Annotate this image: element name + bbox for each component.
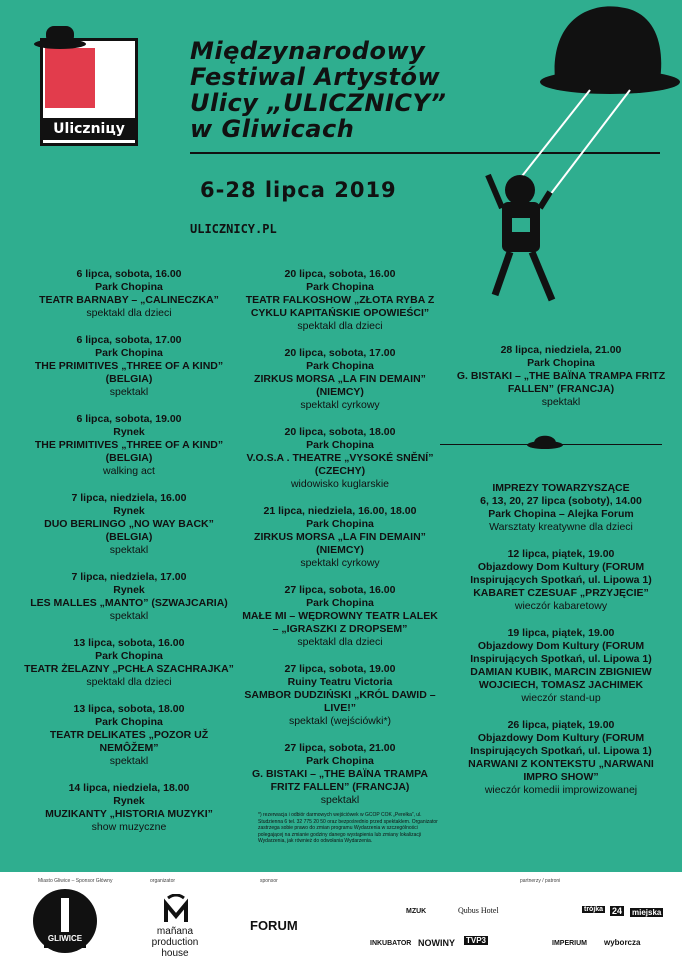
event-place: Rynek [113, 426, 145, 438]
event-title: TEATR ŻELAZNY „PCHŁA SZACHRAJKA” [24, 663, 234, 675]
event-title: SAMBOR DUDZIŃSKI „KRÓL DAWID – LIVE!” [244, 689, 436, 714]
event-title: V.O.S.A . THEATRE „VYSOKÉ SNĚNÍ” (CZECHY) [246, 452, 434, 477]
event-kind: spektakl dla dzieci [297, 636, 383, 648]
event-kind: spektakl [109, 755, 149, 767]
manana-icon [162, 894, 190, 924]
event-place: Park Chopina [306, 597, 374, 609]
event-date: 7 lipca, niedziela, 16.00 [71, 492, 187, 504]
footer-label: organizator [150, 878, 176, 884]
event-title: MUZIKANTY „HISTORIA MUZYKI” [45, 808, 213, 820]
event-title: DUO BERLINGO „NO WAY BACK” (BELGIA) [44, 518, 214, 543]
event-title: THE PRIMITIVES „THREE OF A KIND” (BELGIA) [34, 439, 224, 464]
event-kind: spektakl [320, 794, 360, 806]
website-link[interactable]: ULICZNICY.PL [190, 222, 277, 236]
title-line: Festiwal Artystów [190, 63, 441, 91]
event-kind: spektakl cyrkowy [300, 399, 380, 411]
event-title: TEATR FALKOSHOW „ZŁOTA RYBA Z CYKLU KAPITAŃSKIE OPOWIEŚCI” [245, 294, 435, 319]
manana-logo: mañana production house [151, 926, 199, 959]
event-place: Park Chopina [95, 716, 163, 728]
event-date: 13 lipca, sobota, 18.00 [73, 703, 185, 715]
title-line: Ulicy „ULICZNICY” [190, 89, 447, 117]
gliwice-label: GLIWICE [47, 934, 83, 943]
event-entry [20, 413, 238, 478]
event-date: 6 lipca, sobota, 19.00 [76, 413, 182, 425]
event-kind: spektakl [109, 386, 149, 398]
event-kind: spektakl [109, 544, 149, 556]
forum-logo: FORUM [250, 918, 298, 933]
event-place: Park Chopina [95, 347, 163, 359]
event-entry [240, 584, 440, 649]
logo-red-shape [45, 48, 95, 108]
footnote: *) rezerwacja i odbiór darmowych wejściówek w GCOP COK „Perełka”, ul. Studzienna 6 tel. 32 775 20 50 oraz bezpośrednio przed spektaklem. Organizator zastrzega sobie prawo do zmian programu Wydarzenia w szczególności polegającej na zmianie godziny danego wystąpienia lub zmiany lokalizacji Wydarzenia, jak również do odwołania Wydarzenia. [258, 812, 438, 844]
event-entry [240, 268, 440, 333]
partner-logo: Qubus Hotel [458, 906, 499, 915]
program-column-3-bottom [450, 482, 672, 811]
event-place: Park Chopina [306, 281, 374, 293]
event-title: KABARET CZESUAF „PRZYJĘCIE” [473, 587, 649, 599]
footer-label: Miasto Gliwice – Sponsor Główny [38, 878, 113, 884]
event-kind: spektakl dla dzieci [86, 676, 172, 688]
event-place: Rynek [113, 795, 145, 807]
event-entry [20, 703, 238, 768]
event-date: 20 lipca, sobota, 17.00 [284, 347, 396, 359]
event-kind: spektakl [109, 610, 149, 622]
event-entry [240, 505, 440, 570]
event-kind: spektakl (wejściówki*) [288, 715, 392, 727]
event-title: ZIRKUS MORSA „LA FIN DEMAIN” (NIEMCY) [254, 531, 426, 556]
event-entry [240, 347, 440, 412]
event-entry [240, 742, 440, 807]
event-place: Objazdowy Dom Kultury (FORUM Inspirujących Spotkań, ul. Lipowa 1) [470, 561, 652, 586]
event-place: Park Chopina [306, 755, 374, 767]
event-title: ZIRKUS MORSA „LA FIN DEMAIN” (NIEMCY) [254, 373, 426, 398]
event-kind: widowisko kuglarskie [290, 478, 390, 490]
footer-label: sponsor [260, 878, 278, 884]
event-entry [20, 637, 238, 689]
event-place: Park Chopina [95, 650, 163, 662]
event-kind: Warsztaty kreatywne dla dzieci [489, 521, 633, 533]
event-title: DAMIAN KUBIK, MARCIN ZBIGNIEW WOJCIECH, TOMASZ JACHIMEK [470, 666, 652, 691]
event-date: 27 lipca, sobota, 19.00 [284, 663, 396, 675]
event-place: Park Chopina [306, 518, 374, 530]
event-place: Park Chopina [306, 439, 374, 451]
title-line: Międzynarodowy [190, 37, 426, 65]
festival-dates: 6-28 lipca 2019 [200, 178, 397, 202]
event-date: 28 lipca, niedziela, 21.00 [500, 344, 622, 356]
event-kind: spektakl cyrkowy [300, 557, 380, 569]
decor-line [440, 444, 662, 445]
logo-label: Uliczniцy [40, 118, 138, 140]
event-entry [450, 344, 672, 409]
event-place: Rynek [113, 584, 145, 596]
festival-title [190, 38, 446, 142]
event-entry [20, 782, 238, 834]
event-kind: show muzyczne [91, 821, 167, 833]
event-entry [240, 426, 440, 491]
small-hat-icon [525, 428, 565, 450]
event-title: TEATR BARNABY – „CALINECZKA” [39, 294, 219, 306]
event-title: TEATR DELIKATES „POZOR UŽ NEMÔŽEM” [49, 729, 209, 754]
hat-figure-illustration [440, 0, 682, 330]
event-entry [450, 482, 672, 534]
gliwice-logo [30, 886, 100, 956]
event-place: 6, 13, 20, 27 lipca (soboty), 14.00 [480, 495, 642, 507]
partner-logo: trójka [584, 906, 604, 913]
event-kind: wieczór kabaretowy [514, 600, 608, 612]
event-kind: spektakl dla dzieci [297, 320, 383, 332]
program-column-2 [240, 268, 440, 821]
partner-logo: TVP3 [466, 936, 487, 945]
title-line: w Gliwicach [190, 115, 355, 143]
event-entry [450, 548, 672, 613]
event-kind: wieczór komedii improwizowanej [484, 784, 638, 796]
event-title: NARWANI Z KONTEKSTU „NARWANI IMPRO SHOW” [468, 758, 654, 783]
event-place: Park Chopina [306, 360, 374, 372]
logo-hat-icon [30, 22, 90, 52]
event-title: MAŁE MI – WĘDROWNY TEATR LALEK – „IGRASZKI Z DROPSEM” [242, 610, 438, 635]
event-date: 20 lipca, sobota, 16.00 [284, 268, 396, 280]
event-entry [450, 719, 672, 797]
event-date: 14 lipca, niedziela, 18.00 [68, 782, 190, 794]
event-entry [240, 663, 440, 728]
event-place: Objazdowy Dom Kultury (FORUM Inspirujących Spotkań, ul. Lipowa 1) [470, 640, 652, 665]
partner-logo: miejska [632, 908, 662, 917]
event-date: 13 lipca, sobota, 16.00 [73, 637, 185, 649]
event-date: 27 lipca, sobota, 21.00 [284, 742, 396, 754]
event-place: Rynek [113, 505, 145, 517]
event-entry [20, 492, 238, 557]
event-kind: wieczór stand-up [521, 692, 601, 704]
partner-logo: wyborcza [604, 938, 641, 947]
partner-logo: 24 [612, 906, 623, 916]
event-date: 21 lipca, niedziela, 16.00, 18.00 [263, 505, 417, 517]
event-date: 26 lipca, piątek, 19.00 [507, 719, 615, 731]
event-place: Ruiny Teatru Victoria [287, 676, 393, 688]
event-date: 20 lipca, sobota, 18.00 [284, 426, 396, 438]
event-kind: walking act [103, 465, 155, 477]
event-kind: spektakl [541, 396, 581, 408]
partner-logo: INKUBATOR [370, 940, 412, 947]
event-entry [450, 627, 672, 705]
event-date: 7 lipca, niedziela, 17.00 [71, 571, 187, 583]
sponsor-footer [0, 872, 682, 960]
event-kind: spektakl dla dzieci [86, 307, 172, 319]
event-place: Park Chopina [527, 357, 595, 369]
partner-logo: NOWINY [418, 938, 455, 948]
event-place: Objazdowy Dom Kultury (FORUM Inspirujących Spotkań, ul. Lipowa 1) [470, 732, 652, 757]
event-date: 6 lipca, sobota, 17.00 [76, 334, 182, 346]
partner-logo: MZUK [406, 908, 427, 915]
event-entry [20, 334, 238, 399]
event-title: LES MALLES „MANTO” (SZWAJCARIA) [30, 597, 228, 609]
event-date: 6 lipca, sobota, 16.00 [76, 268, 182, 280]
event-title: G. BISTAKI – „THE BAÏNA TRAMPA FRITZ FALLEN” (FRANCJA) [456, 370, 666, 395]
event-date: 27 lipca, sobota, 16.00 [284, 584, 396, 596]
event-date: IMPREZY TOWARZYSZĄCE [492, 482, 630, 494]
program-column-3-top [450, 344, 672, 423]
event-title: THE PRIMITIVES „THREE OF A KIND” (BELGIA) [34, 360, 224, 385]
event-entry [20, 571, 238, 623]
program-column-1 [20, 268, 238, 848]
partner-logo: IMPERIUM [552, 940, 587, 947]
event-title: G. BISTAKI – „THE BAÏNA TRAMPA FRITZ FALLEN” (FRANCJA) [252, 768, 428, 793]
event-entry [20, 268, 238, 320]
event-place: Park Chopina [95, 281, 163, 293]
footer-label: partnerzy / patroni [520, 878, 561, 884]
event-date: 19 lipca, piątek, 19.00 [507, 627, 615, 639]
event-title: Park Chopina – Alejka Forum [488, 508, 634, 520]
event-date: 12 lipca, piątek, 19.00 [507, 548, 615, 560]
